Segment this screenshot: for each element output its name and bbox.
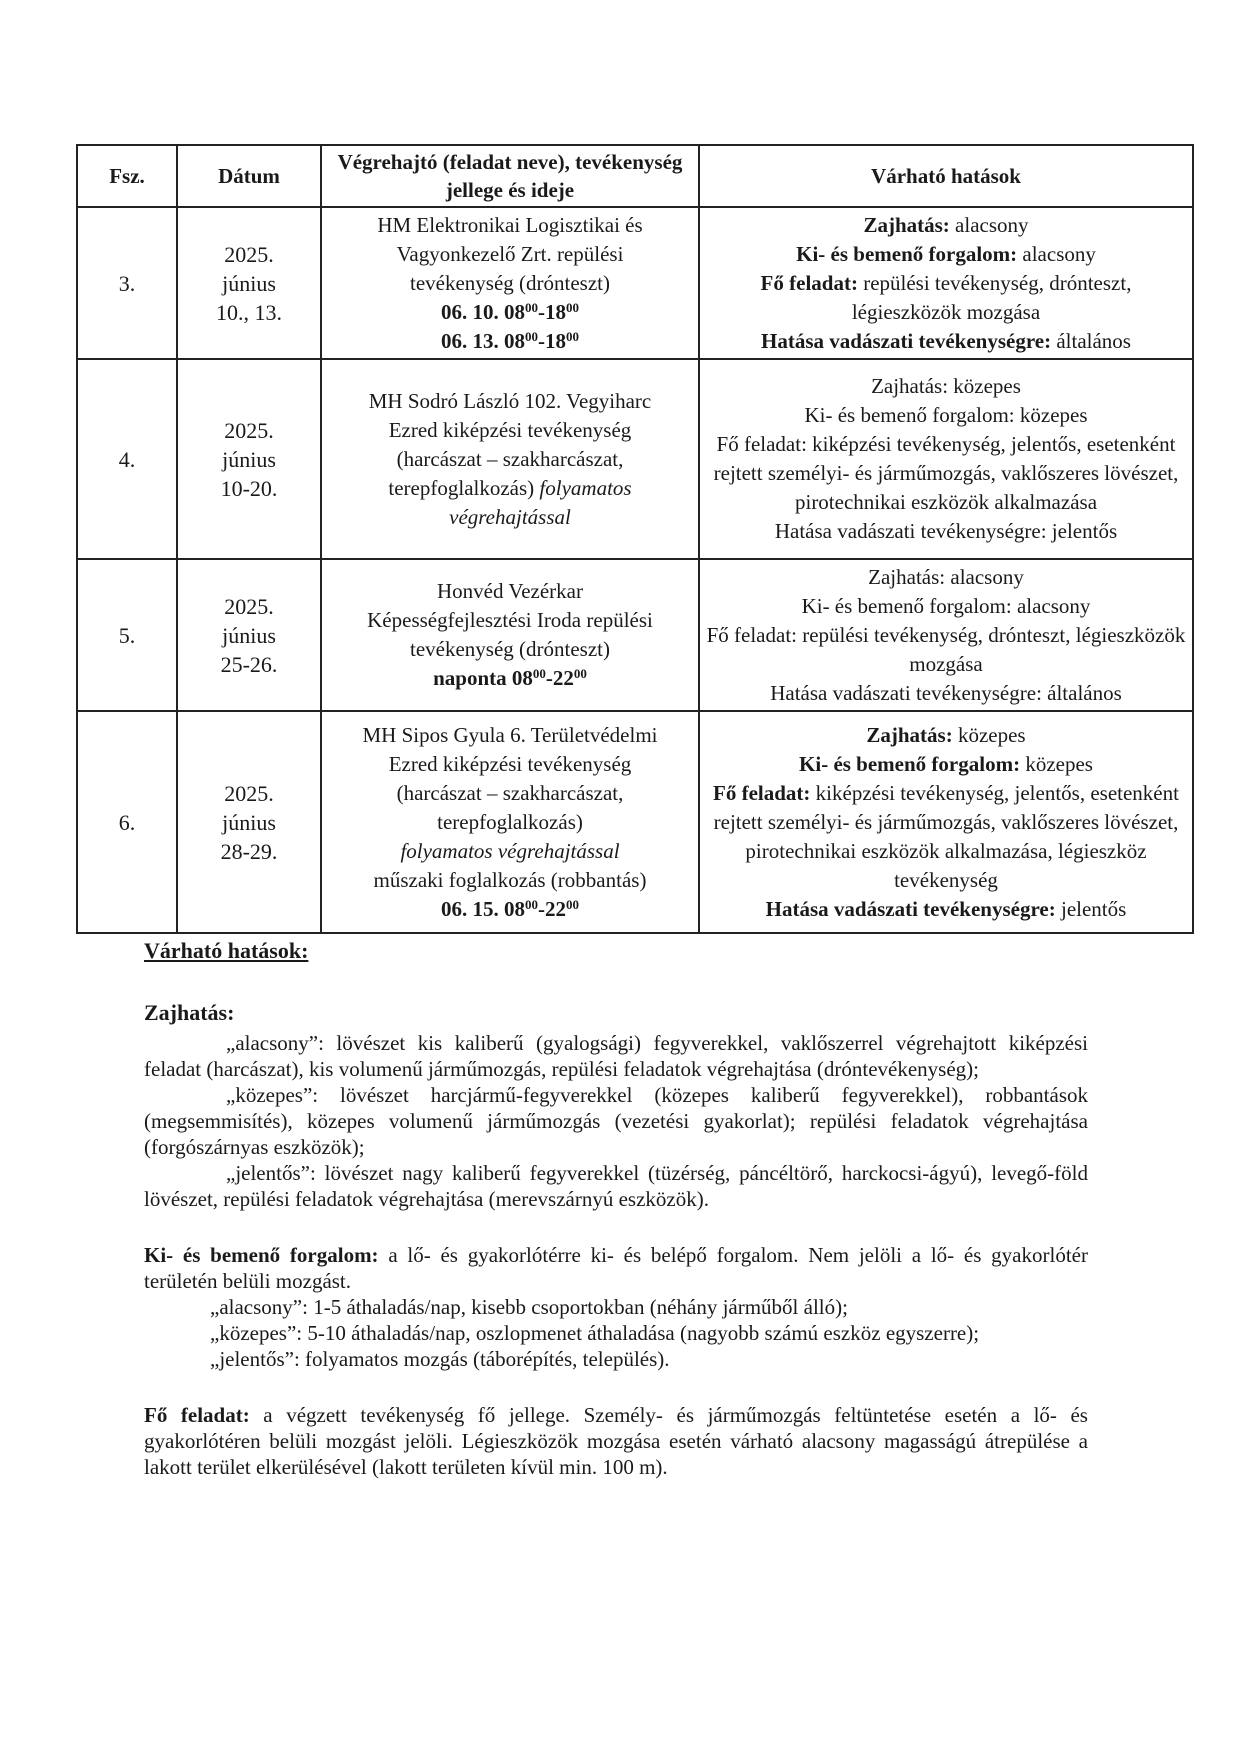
row-number: 3. (77, 207, 177, 359)
executor-line: Képességfejlesztési Iroda repülési (367, 608, 653, 632)
effect-noise: Zajhatás: alacsony (863, 212, 1029, 237)
executor-time: 06. 13. $08^{00}-18^{00}$ (441, 328, 579, 353)
date-days: 28-29. (220, 838, 278, 864)
date-year: 2025. (224, 780, 274, 806)
traffic-item: „alacsony”: 1-5 áthaladás/nap, kisebb csoportokban (néhány járműből álló); (210, 1295, 848, 1319)
task-definition (144, 1402, 1088, 1480)
date-year: 2025. (224, 593, 274, 619)
executor-line: (harcászat – szakharcászat, (396, 446, 624, 471)
effect-traffic: Ki- és bemenő forgalom: alacsony (796, 241, 1096, 266)
effect-noise: Zajhatás: alacsony (868, 564, 1024, 589)
executor-line: MH Sodró László 102. Vegyiharc (368, 388, 652, 413)
table-row (77, 207, 1193, 359)
effect-task: Fő feladat: kiképzési tevékenység, jelentős, esetenként rejtett személyi- és járműmozgás, vaklőszeres lövészet, pirotechnikai eszközök alkalmazása (713, 432, 1179, 514)
task-text: a végzett tevékenység fő jellege. Személy- és járműmozgás feltüntetése esetén a lő- és gyakorlótéren belüli mozgást jelöli. Légieszközök mozgása esetén várható alacsony magasságú átrepülése a lakott terület elkerülésével (lakott területen kívül min. 100 m). (144, 1403, 1088, 1479)
row-effects (699, 559, 1193, 711)
task-heading: Fő feladat: (144, 1403, 250, 1427)
effect-noise: Zajhatás: közepes (871, 374, 1021, 398)
row-effects (699, 711, 1193, 933)
traffic-item: „jelentős”: folyamatos mozgás (táborépítés, település). (210, 1347, 670, 1371)
effect-noise: Zajhatás: közepes (866, 722, 1026, 747)
row-number: 6. (77, 711, 177, 933)
effect-task: Fő feladat: repülési tevékenység, drónteszt, légieszközök mozgása (760, 270, 1132, 324)
header-effects: Várható hatások (699, 145, 1193, 207)
notes-section (144, 938, 1088, 1480)
row-effects (699, 359, 1193, 559)
executor-line: műszaki foglalkozás (robbantás) (373, 867, 647, 892)
date-month: június (222, 622, 276, 648)
effect-hunting: Hatása vadászati tevékenységre: jelentős (774, 519, 1118, 543)
effect-task: Fő feladat: kiképzési tevékenység, jelentős, esetenként rejtett személyi- és járműmozgás, vaklőszeres lövészet, pirotechnikai eszközök alkalmazása, légieszköz tevékenység (713, 780, 1179, 892)
executor-line: terepfoglalkozás) folyamatos (388, 475, 632, 500)
executor-line: folyamatos végrehajtással (400, 838, 620, 863)
executor-line: HM Elektronikai Logisztikai és (377, 212, 643, 237)
table-row (77, 359, 1193, 559)
effect-traffic: Ki- és bemenő forgalom: közepes (799, 751, 1093, 776)
effect-traffic: Ki- és bemenő forgalom: közepes (804, 403, 1088, 427)
executor-time: naponta $08^{00}-22^{00}$ (433, 666, 587, 690)
executor-line: Ezred kiképzési tevékenység (388, 417, 632, 442)
table-row (77, 559, 1193, 711)
date-year: 2025. (224, 241, 274, 267)
traffic-heading: Ki- és bemenő forgalom: (144, 1243, 379, 1267)
date-days: 10-20. (220, 475, 278, 501)
row-effects (699, 207, 1193, 359)
executor-line: MH Sipos Gyula 6. Területvédelmi (362, 722, 658, 747)
table-row (77, 711, 1193, 933)
executor-line: Honvéd Vezérkar (437, 579, 583, 603)
header-fsz: Fsz. (77, 145, 177, 207)
notes-heading: Várható hatások: (144, 938, 309, 963)
executor-line: tevékenység (drónteszt) (409, 270, 610, 295)
traffic-item: „közepes”: 5-10 áthaladás/nap, oszlopmenet áthaladása (nagyobb számú eszköz egyszerre); (210, 1321, 980, 1345)
traffic-text: a lő- és gyakorlótérre ki- és belépő forgalom. Nem jelöli a lő- és gyakorlótér területén belüli mozgást. (144, 1243, 1088, 1293)
row-date (177, 711, 321, 933)
noise-heading: Zajhatás: (144, 1000, 235, 1025)
row-executor (321, 207, 699, 359)
date-days: 10., 13. (216, 299, 282, 325)
executor-time: 06. 15. $08^{00}-22^{00}$ (441, 896, 579, 921)
executor-line: Vagyonkezelő Zrt. repülési (396, 241, 624, 266)
row-date (177, 559, 321, 711)
effect-hunting: Hatása vadászati tevékenységre: általános (770, 680, 1122, 705)
executor-line: Ezred kiképzési tevékenység (388, 751, 632, 776)
executor-line: terepfoglalkozás) (437, 809, 583, 834)
noise-item: „alacsony”: lövészet kis kaliberű (gyalogsági) fegyverekkel, vaklőszerrel végrehajtott kiképzési feladat (harcászat), kis volumenű járműmozgás, repülési feladatok végrehajtása (dróntevékenység); (144, 1031, 1088, 1081)
executor-line: végrehajtással (449, 504, 571, 529)
effect-traffic: Ki- és bemenő forgalom: alacsony (801, 593, 1091, 618)
schedule-table (76, 144, 1194, 934)
effect-task: Fő feladat: repülési tevékenység, drónteszt, légieszközök mozgása (706, 622, 1186, 676)
effect-hunting: Hatása vadászati tevékenységre: jelentős (765, 896, 1127, 921)
table-header-row (77, 145, 1193, 207)
row-date (177, 207, 321, 359)
date-month: június (222, 446, 276, 472)
row-executor (321, 559, 699, 711)
header-executor: Végrehajtó (feladat neve), tevékenység jellege és ideje (321, 145, 699, 207)
row-date (177, 359, 321, 559)
date-days: 25-26. (220, 651, 278, 677)
effect-hunting: Hatása vadászati tevékenységre: általános (761, 328, 1131, 353)
noise-item: „közepes”: lövészet harcjármű-fegyverekkel (közepes kaliberű fegyverekkel), robbantások (megsemmisítés), közepes volumenű járműmozgás (vezetési gyakorlat); repülési feladatok végrehajtása (forgószárnyas eszközök); (144, 1083, 1088, 1159)
traffic-definition (144, 1242, 1088, 1294)
row-number: 5. (77, 559, 177, 711)
date-month: június (222, 270, 276, 296)
row-executor (321, 711, 699, 933)
row-executor (321, 359, 699, 559)
header-date: Dátum (177, 145, 321, 207)
executor-time: 06. 10. $08^{00}-18^{00}$ (441, 299, 579, 324)
date-year: 2025. (224, 417, 274, 443)
date-month: június (222, 809, 276, 835)
executor-line: tevékenység (drónteszt) (409, 637, 610, 661)
row-number: 4. (77, 359, 177, 559)
noise-item: „jelentős”: lövészet nagy kaliberű fegyverekkel (tüzérség, páncéltörő, harckocsi-ágyú), levegő-föld lövészet, repülési feladatok végrehajtása (merevszárnyú eszközök). (144, 1161, 1088, 1211)
executor-line: (harcászat – szakharcászat, (396, 780, 624, 805)
